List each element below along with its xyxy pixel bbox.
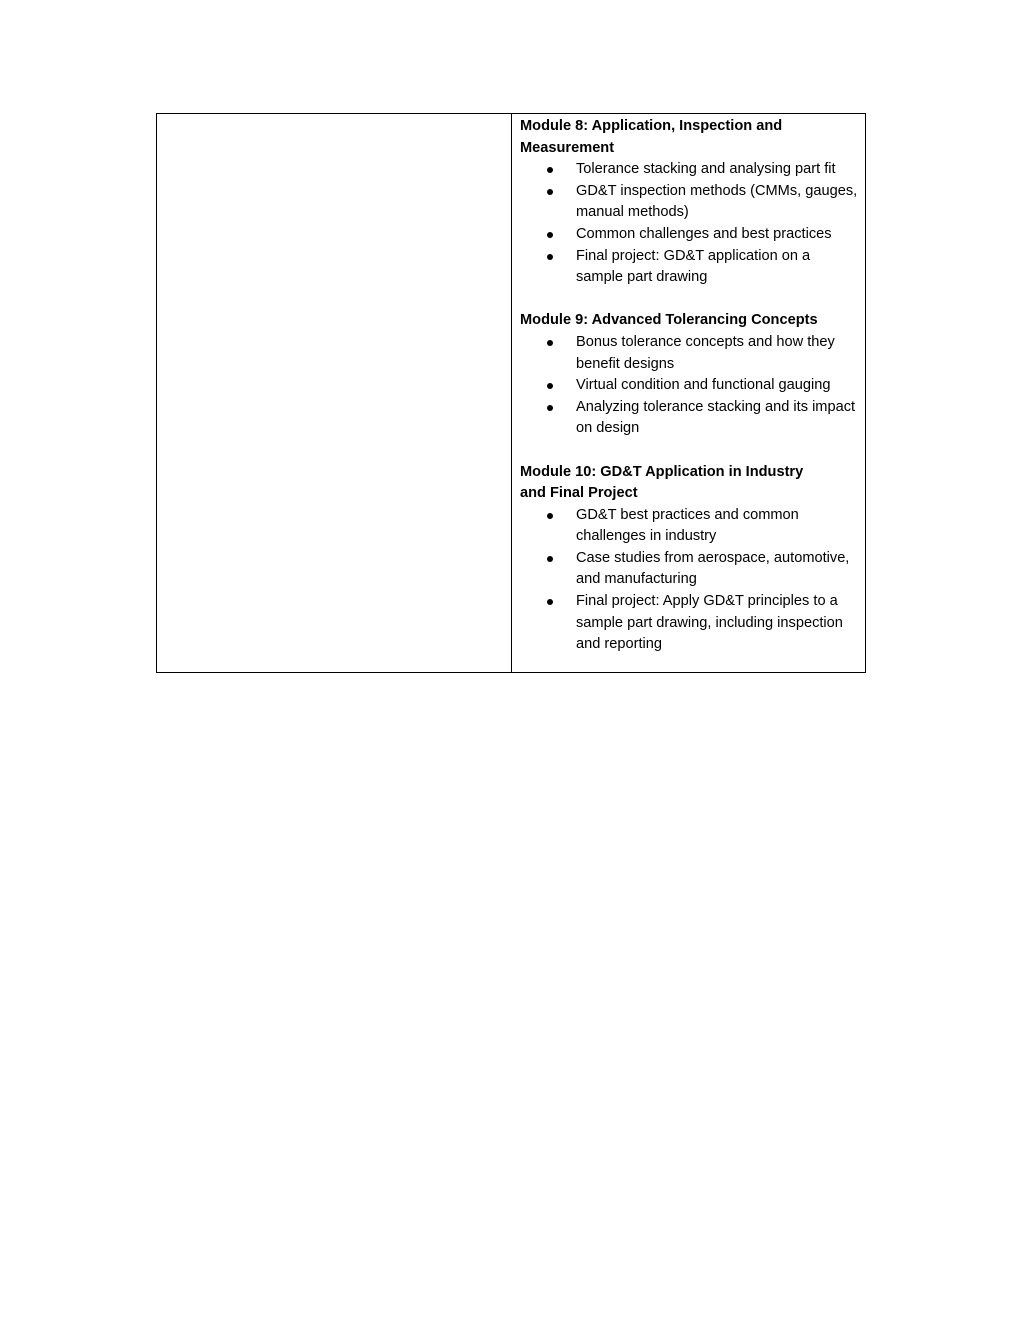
bullet-icon [547, 513, 553, 519]
bullet-list [520, 159, 859, 289]
list-item-text: Common challenges and best practices [576, 225, 832, 242]
list-item-text: Case studies from aerospace, automotive, and manufacturing [576, 549, 850, 588]
bullet-list [520, 332, 859, 440]
list-item [576, 591, 859, 656]
list-item-text: GD&T inspection methods (CMMs, gauges, manual methods) [576, 182, 858, 221]
list-item [576, 224, 859, 246]
module-9-section [520, 310, 859, 440]
list-item [576, 159, 859, 181]
list-item [576, 332, 859, 375]
module-title: Module 10: GD&T Application in Industry and Final Project [520, 463, 804, 502]
list-item [576, 505, 859, 548]
bullet-icon [547, 189, 553, 195]
bullet-icon [547, 599, 553, 605]
bullet-list [520, 505, 859, 656]
list-item [576, 375, 859, 397]
list-item-text: Analyzing tolerance stacking and its impact on design [576, 398, 856, 437]
list-item-text: Final project: GD&T application on a sample part drawing [576, 247, 811, 286]
bullet-icon [547, 556, 553, 562]
list-item [576, 181, 859, 224]
module-title: Module 8: Application, Inspection and Measurement [520, 118, 783, 156]
list-item [576, 246, 859, 289]
syllabus-table [156, 113, 866, 673]
list-item-text: Virtual condition and functional gauging [576, 377, 831, 394]
module-10-section [520, 462, 859, 656]
bullet-icon [547, 340, 553, 346]
bullet-icon [547, 405, 553, 411]
list-item [576, 548, 859, 591]
bullet-icon [547, 167, 553, 173]
list-item-text: Final project: Apply GD&T principles to a sample part drawing, including inspection and reporting [576, 593, 843, 653]
bullet-icon [547, 232, 553, 238]
list-item-text: Tolerance stacking and analysing part fit [576, 161, 836, 178]
list-item-text: Bonus tolerance concepts and how they benefit designs [576, 333, 835, 372]
table-cell-modules [512, 114, 865, 672]
module-title: Module 9: Advanced Tolerancing Concepts [520, 312, 818, 329]
table-cell-left-empty [157, 114, 512, 672]
list-item-text: GD&T best practices and common challenges in industry [576, 506, 799, 545]
list-item [576, 397, 859, 440]
bullet-icon [547, 254, 553, 260]
bullet-icon [547, 383, 553, 389]
module-8-section [520, 116, 859, 289]
